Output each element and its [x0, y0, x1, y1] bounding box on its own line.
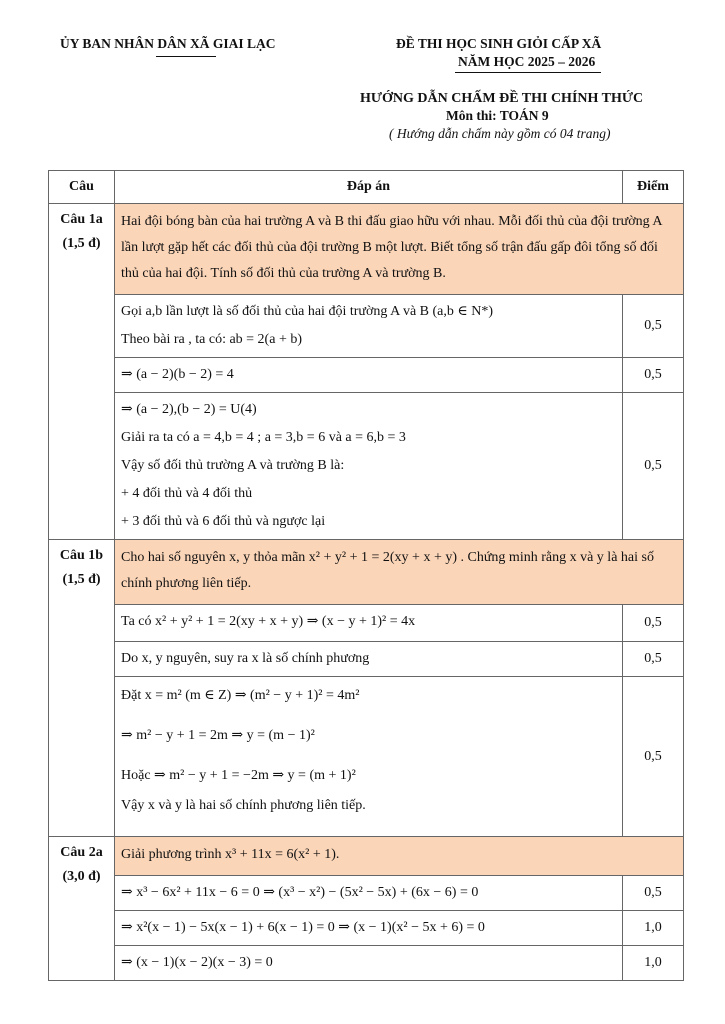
question-label: Câu 1a — [60, 212, 103, 227]
answer-step — [115, 677, 623, 837]
answer-step-row — [49, 642, 684, 677]
answer-step-row — [49, 358, 684, 393]
problem-statement: Cho hai số nguyên x, y thỏa mãn x² + y² + 1 = 2(xy + x + y) . Chứng minh rằng x và y là hai số chính phương liên tiếp. — [115, 540, 684, 605]
answer-step-row — [49, 911, 684, 946]
answer-step — [115, 946, 623, 981]
authority-name: ỦY BAN NHÂN DÂN XÃ GIAI LẠC — [60, 36, 276, 51]
answer-step-row — [49, 605, 684, 642]
step-points: 0,5 — [623, 642, 684, 677]
step-points: 1,0 — [623, 911, 684, 946]
question-label-cell — [49, 837, 115, 981]
guide-title: HƯỚNG DẪN CHẤM ĐỀ THI CHÍNH THỨC — [360, 91, 644, 106]
step-points: 0,5 — [623, 876, 684, 911]
answer-line: ⇒ (a − 2),(b − 2) = U(4) — [121, 402, 257, 417]
grading-table — [48, 170, 684, 981]
answer-step — [115, 358, 623, 393]
answer-line: + 3 đối thủ và 6 đối thủ và ngược lại — [121, 514, 326, 529]
question-1b-problem-row — [49, 540, 684, 605]
table-header-row — [49, 171, 684, 204]
answer-line: ⇒ x³ − 6x² + 11x − 6 = 0 ⇒ (x³ − x²) − (5x² − 5x) + (6x − 6) = 0 — [121, 885, 479, 900]
step-points: 0,5 — [623, 393, 684, 540]
step-points: 0,5 — [623, 295, 684, 358]
school-year: NĂM HỌC 2025 – 2026 — [458, 54, 596, 69]
answer-line: Vậy số đối thủ trường A và trường B là: — [121, 458, 345, 473]
exam-title: ĐỀ THI HỌC SINH GIỎI CẤP XÃ — [396, 36, 602, 51]
column-header-points: Điểm — [623, 171, 684, 204]
answer-step-row — [49, 677, 684, 837]
answer-line: Giải ra ta có a = 4,b = 4 ; a = 3,b = 6 và a = 6,b = 3 — [121, 430, 406, 445]
step-points: 0,5 — [623, 605, 684, 642]
problem-statement: Giải phương trình x³ + 11x = 6(x² + 1). — [115, 837, 684, 876]
answer-step — [115, 393, 623, 540]
answer-step — [115, 876, 623, 911]
answer-step-row — [49, 295, 684, 358]
answer-line: Theo bài ra , ta có: ab = 2(a + b) — [121, 332, 302, 347]
answer-line: Gọi a,b lần lượt là số đối thủ của hai đội trường A và B (a,b ∈ N*) — [121, 304, 494, 319]
answer-step — [115, 642, 623, 677]
step-points: 0,5 — [623, 677, 684, 837]
answer-step — [115, 911, 623, 946]
answer-line: Do x, y nguyên, suy ra x là số chính phương — [121, 651, 370, 666]
answer-line: ⇒ (a − 2)(b − 2) = 4 — [121, 367, 234, 382]
question-1a-problem-row — [49, 204, 684, 295]
question-points-total: (1,5 đ) — [62, 572, 101, 587]
answer-step-row — [49, 876, 684, 911]
answer-line: Hoặc ⇒ m² − y + 1 = −2m ⇒ y = (m + 1)² — [121, 768, 356, 783]
step-points: 1,0 — [623, 946, 684, 981]
question-points-total: (3,0 đ) — [62, 869, 101, 884]
step-points: 0,5 — [623, 358, 684, 393]
answer-line: ⇒ x²(x − 1) − 5x(x − 1) + 6(x − 1) = 0 ⇒ (x − 1)(x² − 5x + 6) = 0 — [121, 920, 485, 935]
answer-line: Vậy x và y là hai số chính phương liên tiếp. — [121, 798, 366, 813]
question-2a-problem-row — [49, 837, 684, 876]
column-header-answer: Đáp án — [115, 171, 623, 204]
answer-step — [115, 605, 623, 642]
question-label: Câu 2a — [60, 845, 103, 860]
column-header-question: Câu — [49, 171, 115, 204]
answer-line: Đặt x = m² (m ∈ Z) ⇒ (m² − y + 1)² = 4m² — [121, 688, 360, 703]
question-label-cell — [49, 204, 115, 540]
question-label-cell — [49, 540, 115, 837]
school-year-underline — [455, 72, 601, 73]
subject-line: Môn thi: TOÁN 9 — [446, 108, 549, 123]
page-count-note: ( Hướng dẫn chấm này gồm có 04 trang) — [389, 126, 611, 141]
answer-line: Ta có x² + y² + 1 = 2(xy + x + y) ⇒ (x − y + 1)² = 4x — [121, 614, 416, 629]
problem-statement: Hai đội bóng bàn của hai trường A và B thi đấu giao hữu với nhau. Mỗi đối thủ của đội trường A lần lượt gặp hết các đối thủ của đội trường B một lượt. Biết tổng số trận đấu gấp đôi tổng số đối thủ của hai đội. Tính số đối thủ của trường A và trường B. — [115, 204, 684, 295]
answer-line: ⇒ (x − 1)(x − 2)(x − 3) = 0 — [121, 955, 273, 970]
answer-line: ⇒ m² − y + 1 = 2m ⇒ y = (m − 1)² — [121, 728, 315, 743]
answer-step — [115, 295, 623, 358]
answer-step-row — [49, 946, 684, 981]
question-label: Câu 1b — [59, 548, 104, 563]
authority-underline — [156, 56, 216, 57]
question-points-total: (1,5 đ) — [62, 236, 101, 251]
answer-step-row — [49, 393, 684, 540]
answer-line: + 4 đối thủ và 4 đối thủ — [121, 486, 253, 501]
